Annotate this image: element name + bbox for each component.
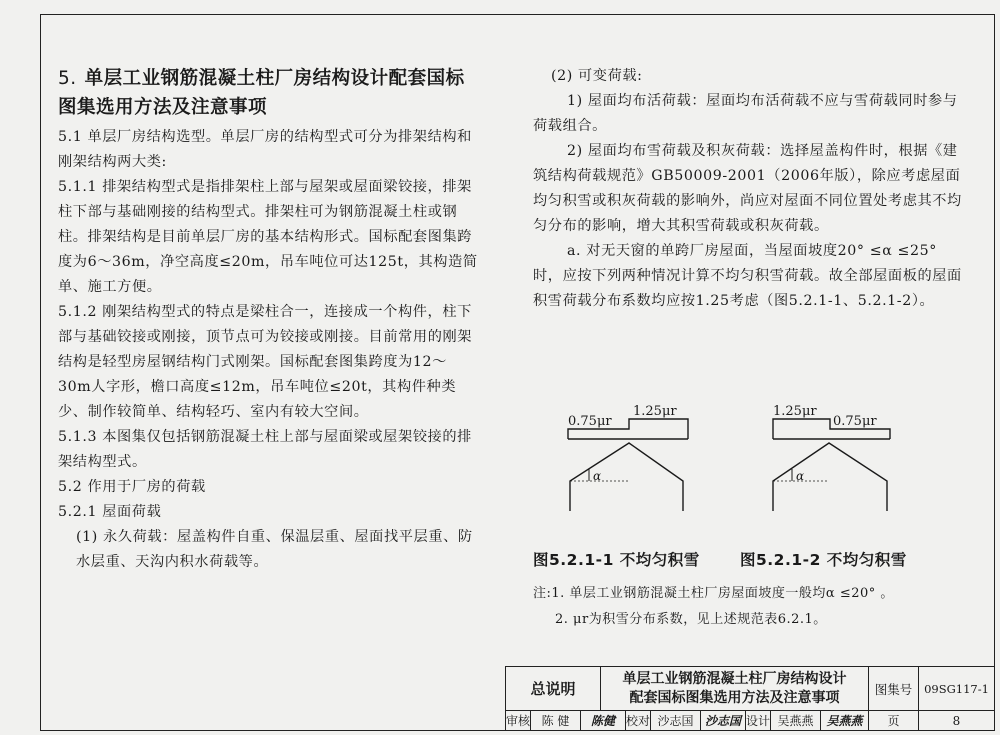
fig1-angle-label: α: [593, 469, 602, 483]
para-5-1-3: 5.1.3 本图集仅包括钢筋混凝土柱上部与屋面梁或屋架铰接的排架结构型式。: [58, 429, 472, 470]
check-label: 校对: [626, 711, 651, 730]
para-snow-load: 2) 屋面均布雪荷载及积灰荷载：选择屋盖构件时，根据《建筑结构荷载规范》GB50009-2001（2006年版），除应考虑屋面均匀积雪或积灰荷载的影响外，尚应对屋面不同位置处考虑其不均匀分布的影响，增大其积雪荷载或积灰荷载。: [533, 143, 962, 234]
designer-name: 吴燕燕: [771, 711, 821, 730]
title-block-title: [601, 667, 869, 711]
para-5-1-1: 5.1.1 排架结构型式是指排架柱上部与屋架或屋面梁铰接，排架柱下部与基础刚接的结构型式。排架柱可为钢筋混凝土柱或钢柱。排架结构是目前单层厂房的基本结构形式。国标配套图集跨度为6～36m，净空高度≤20m，吊车吨位可达125t，其构造简单、施工方便。: [58, 179, 478, 295]
review-label: 审核: [506, 711, 531, 730]
fig2-high-label: 1.25μr: [773, 404, 817, 419]
fig2-angle-label: α: [796, 469, 805, 483]
para-5-2: 5.2 作用于厂房的荷载: [58, 479, 206, 495]
para-live-load: 1) 屋面均布活荷载：屋面均布活荷载不应与雪荷载同时参与荷载组合。: [533, 93, 958, 134]
title-block: [505, 666, 994, 730]
para-5-1-2: 5.1.2 刚架结构型式的特点是梁柱合一，连接成一个构件，柱下部与基础铰接或刚接，顶节点可为铰接或刚接。目前常用的刚架结构是轻型房屋钢结构门式刚架。国标配套图集跨度为12～30m人字形，檐口高度≤12m，吊车吨位≤20t，其构件种类少、制作较简单、结构轻巧、室内有较大空间。: [58, 304, 473, 420]
notes: [533, 581, 894, 633]
title-block-category: 总说明: [506, 667, 601, 711]
fig1-high-label: 1.25μr: [633, 404, 677, 419]
page-number: 8: [952, 713, 961, 728]
section-number: 5.: [58, 68, 77, 89]
fig2-low-label: 0.75μr: [833, 414, 877, 429]
figure-1: [568, 419, 688, 511]
para-case-a: a. 对无天窗的单跨厂房屋面，当屋面坡度20° ≤α ≤25° 时，应按下列两种情况计算不均匀积雪荷载。故全部屋面板的屋面积雪荷载分布系数均应按1.25考虑（图5.2.1-1、5.2.1-2）。: [533, 243, 962, 309]
para-5-2-1: 5.2.1 屋面荷载: [58, 504, 162, 520]
page-label: 页: [869, 711, 919, 730]
right-column: [533, 64, 963, 314]
para-5-1: 5.1 单层厂房结构选型。单层厂房的结构型式可分为排架结构和刚架结构两大类:: [58, 129, 472, 170]
atlas-number-label: 图集号: [869, 667, 919, 711]
fig2-gable-frame: [773, 443, 887, 511]
left-column: [58, 64, 480, 575]
para-permanent-load: (1) 永久荷载：屋盖构件自重、保温层重、屋面找平层重、防水层重、天沟内积水荷载等。: [76, 529, 473, 570]
atlas-number: 09SG117-1: [919, 667, 994, 711]
reviewer-name: 陈 健: [531, 711, 581, 730]
fig1-gable-frame: [570, 443, 683, 511]
reviewer-signature: 陈健: [581, 711, 626, 730]
section-title: 单层工业钢筋混凝土柱厂房结构设计配套国标图集选用方法及注意事项: [58, 68, 465, 118]
figure-2-caption: 图5.2.1-2 不均匀积雪: [740, 551, 907, 569]
title-line-1: 单层工业钢筋混凝土柱厂房结构设计: [622, 670, 847, 687]
title-line-2: 配套国标图集选用方法及注意事项: [629, 689, 840, 706]
figure-1-caption: 图5.2.1-1 不均匀积雪: [533, 551, 700, 569]
section-heading: [58, 64, 480, 122]
figure-2: [773, 419, 890, 511]
designer-signature: 吴燕燕: [821, 711, 869, 730]
para-variable-load: (2) 可变荷载:: [551, 68, 643, 84]
note-2: 2. μr为积雪分布系数，见上述规范表6.2.1。: [555, 612, 827, 627]
fig1-low-label: 0.75μr: [568, 414, 612, 429]
design-label: 设计: [746, 711, 771, 730]
note-1: 注:1. 单层工业钢筋混凝土柱厂房屋面坡度一般均α ≤20° 。: [533, 586, 894, 601]
checker-name: 沙志国: [651, 711, 701, 730]
checker-signature: 沙志国: [701, 711, 746, 730]
